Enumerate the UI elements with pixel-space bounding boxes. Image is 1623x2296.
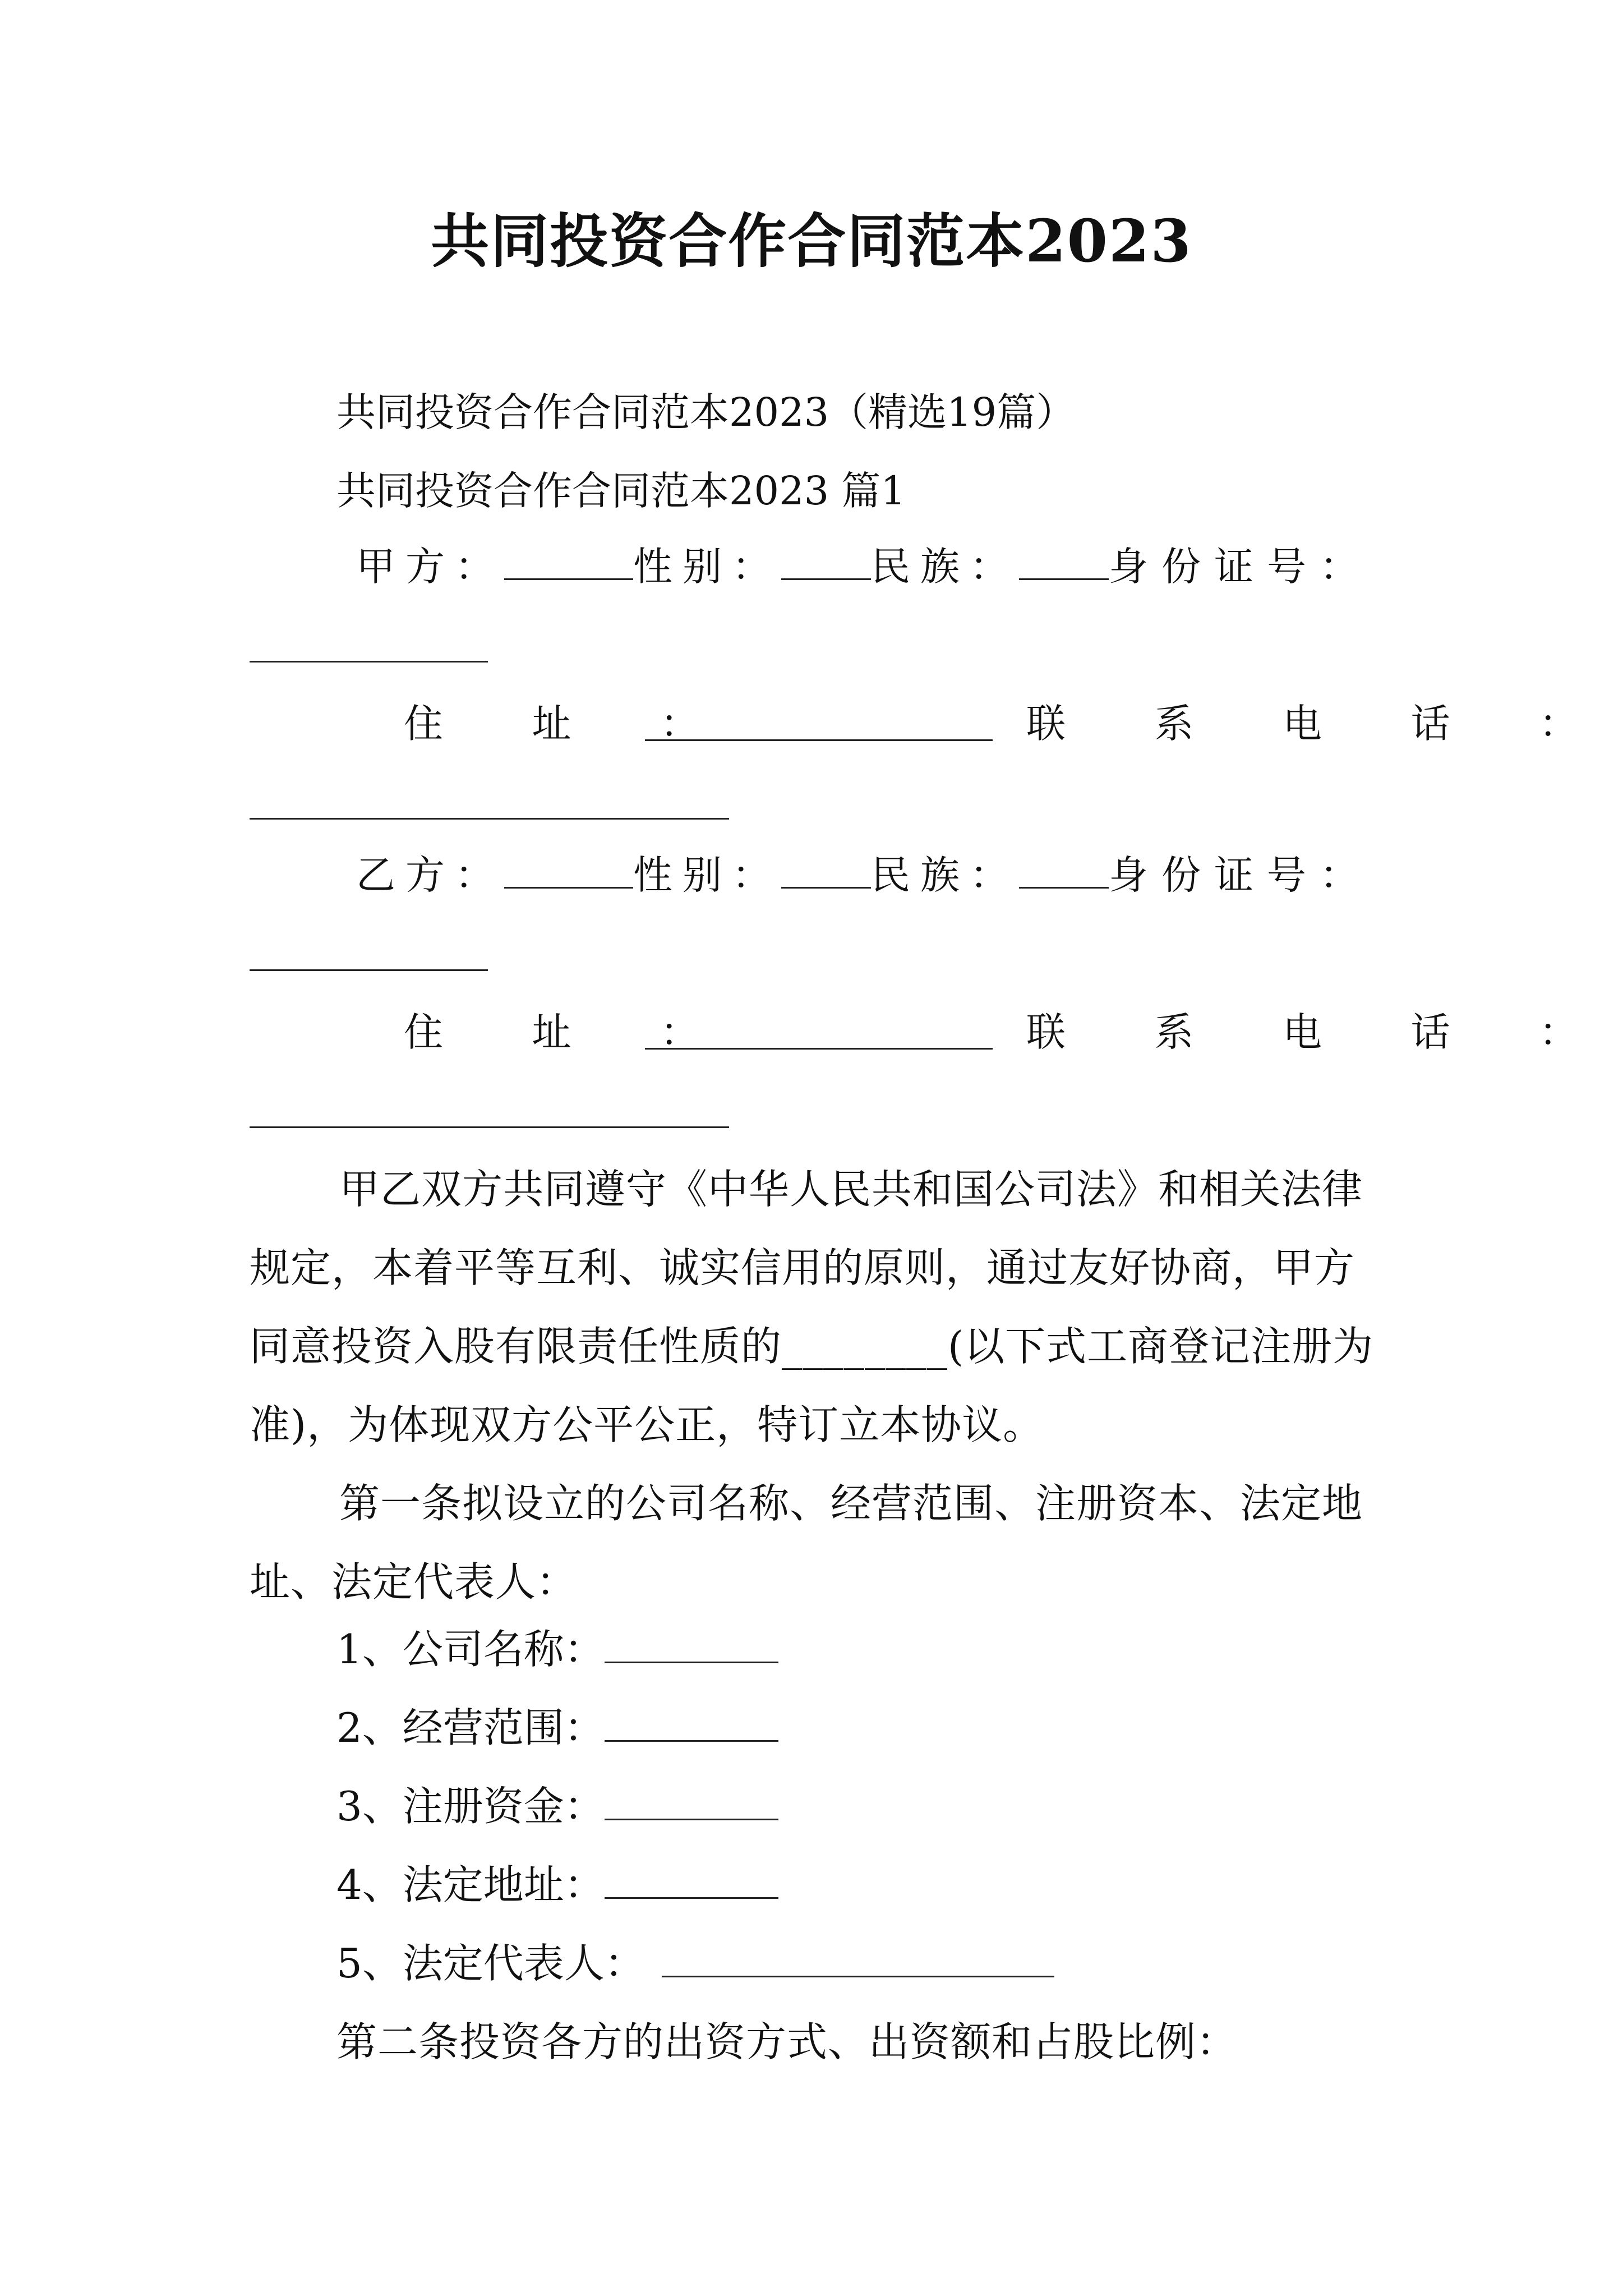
party-a-id-blank: [250, 661, 488, 662]
article-1: [250, 1464, 1388, 1621]
party-b-gender-blank: [781, 852, 871, 889]
party-b-id-label: 身份证号：: [1109, 852, 1372, 898]
section-heading: 共同投资合作合同范本2023 篇1: [336, 468, 906, 514]
party-a-name-blank: [504, 544, 633, 580]
party-b-name-blank: [504, 852, 633, 889]
party-a-id-label: 身份证号：: [1109, 544, 1372, 590]
party-b-phone-label: 联 系 电 话 ：: [1026, 1009, 1600, 1055]
item-blank: [605, 1627, 778, 1663]
item-label: 3、注册资金：: [336, 1783, 605, 1830]
item-label: 4、法定地址：: [336, 1861, 605, 1908]
article-1-text: 第一条拟设立的公司名称、经营范围、注册资本、法定地址、法定代表人：: [250, 1480, 1363, 1605]
party-a-address-blank: [645, 739, 993, 741]
party-a-label: 甲方：: [356, 544, 504, 590]
party-b-ethnicity-label: 民族：: [871, 852, 1019, 898]
party-a-ethnicity-blank: [1019, 544, 1109, 580]
page-title: 共同投资合作合同范本2023: [431, 206, 1192, 275]
item-blank: [605, 1784, 778, 1820]
list-item: [336, 1624, 778, 1674]
intro-paragraph: [250, 1150, 1388, 1464]
party-b-label: 乙方：: [356, 852, 504, 898]
party-a-phone-label: 联 系 电 话 ：: [1026, 701, 1600, 747]
party-b-phone-blank: [250, 1126, 729, 1128]
party-a-gender-label: 性别：: [633, 544, 781, 590]
list-item: [336, 1860, 778, 1910]
item-blank: [605, 1862, 778, 1899]
party-a-phone-blank: [250, 818, 729, 820]
item-label: 1、公司名称：: [336, 1626, 605, 1673]
subtitle: 共同投资合作合同范本2023（精选19篇）: [336, 389, 1076, 435]
party-b-address-label: 住 址 ：: [404, 1009, 721, 1055]
item-label: 2、经营范围：: [336, 1704, 605, 1751]
list-item: [336, 1781, 778, 1832]
party-b-id-blank: [250, 969, 488, 971]
party-b-row: [356, 850, 1372, 900]
article-2: 第二条投资各方的出资方式、出资额和占股比例：: [336, 2018, 1238, 2065]
party-a-ethnicity-label: 民族：: [871, 544, 1019, 590]
party-a-row: [356, 541, 1372, 592]
intro-paragraph-text: 甲乙双方共同遵守《中华人民共和国公司法》和相关法律规定，本着平等互利、诚实信用的原则，通过友好协商，甲方同意投资入股有限责任性质的________(以下式工商登记注册为准)，为体现双方公平公正，特订立本协议。: [250, 1166, 1374, 1448]
party-b-address-blank: [645, 1048, 993, 1050]
list-item: [336, 1938, 1054, 1989]
list-item: [336, 1703, 778, 1753]
item-blank: [605, 1705, 778, 1742]
party-b-gender-label: 性别：: [633, 852, 781, 898]
party-b-ethnicity-blank: [1019, 852, 1109, 889]
item-blank: [662, 1941, 1054, 1977]
party-a-gender-blank: [781, 544, 871, 580]
party-a-address-label: 住 址 ：: [404, 701, 721, 747]
item-label: 5、法定代表人：: [336, 1940, 645, 1987]
